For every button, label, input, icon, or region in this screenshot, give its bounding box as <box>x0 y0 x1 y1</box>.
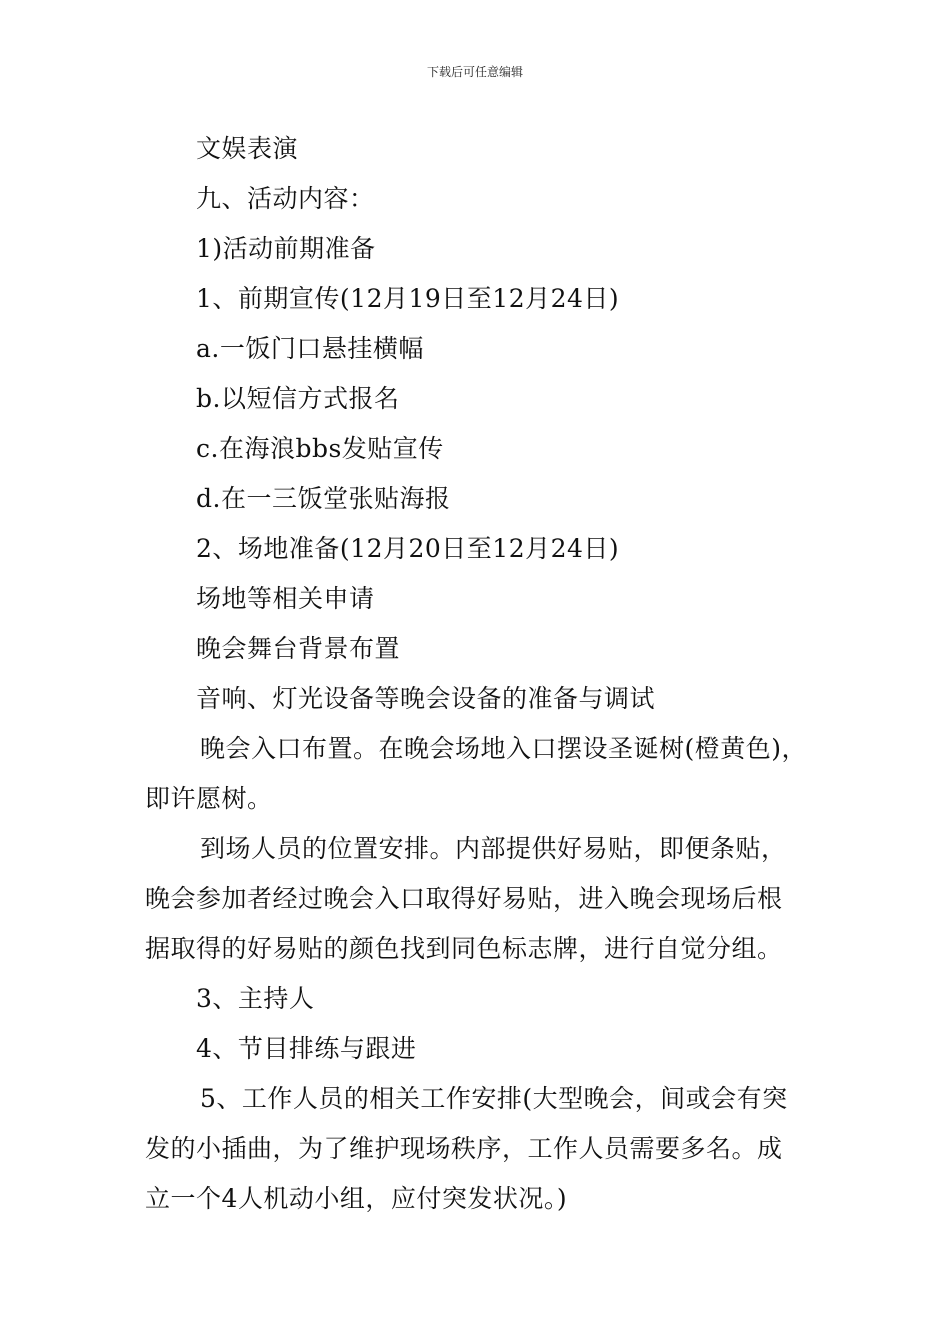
section-heading: 九、活动内容： <box>196 184 375 213</box>
page-header: 下载后可任意编辑 <box>426 65 523 79</box>
paragraph-line: 到场人员的位置安排。内部提供好易贴，即便条贴， <box>200 834 787 863</box>
list-item-heading: 4、节目排练与跟进 <box>196 1034 417 1063</box>
paragraph-line: 晚会参加者经过晚会入口取得好易贴，进入晚会现场后根 <box>145 884 783 913</box>
paragraph-line: 晚会入口布置。在晚会场地入口摆设圣诞树(橙黄色)， <box>200 734 808 763</box>
document-body <box>145 124 825 1224</box>
list-item-heading: 2、场地准备(12月20日至12月24日) <box>196 534 620 563</box>
list-item: a.一饭门口悬挂横幅 <box>196 334 424 363</box>
paragraph-line: 发的小插曲，为了维护现场秩序，工作人员需要多名。成 <box>145 1134 783 1163</box>
text-line: 晚会舞台背景布置 <box>196 634 401 663</box>
paragraph-line: 5、工作人员的相关工作安排(大型晚会，间或会有突 <box>200 1084 788 1113</box>
list-item-heading: 3、主持人 <box>196 984 315 1013</box>
paragraph-line: 立一个4人机动小组，应付突发状况。) <box>145 1184 568 1213</box>
text-line: 场地等相关申请 <box>196 584 375 613</box>
list-item: c.在海浪bbs发贴宣传 <box>196 434 444 463</box>
subsection-heading: 1)活动前期准备 <box>196 234 376 263</box>
list-item-heading: 1、前期宣传(12月19日至12月24日) <box>196 284 620 313</box>
text-line: 文娱表演 <box>196 134 299 163</box>
paragraph-line: 即许愿树。 <box>145 784 273 813</box>
text-line: 音响、灯光设备等晚会设备的准备与调试 <box>196 684 656 713</box>
list-item: d.在一三饭堂张贴海报 <box>196 484 451 513</box>
list-item: b.以短信方式报名 <box>196 384 400 413</box>
paragraph-line: 据取得的好易贴的颜色找到同色标志牌，进行自觉分组。 <box>145 934 783 963</box>
